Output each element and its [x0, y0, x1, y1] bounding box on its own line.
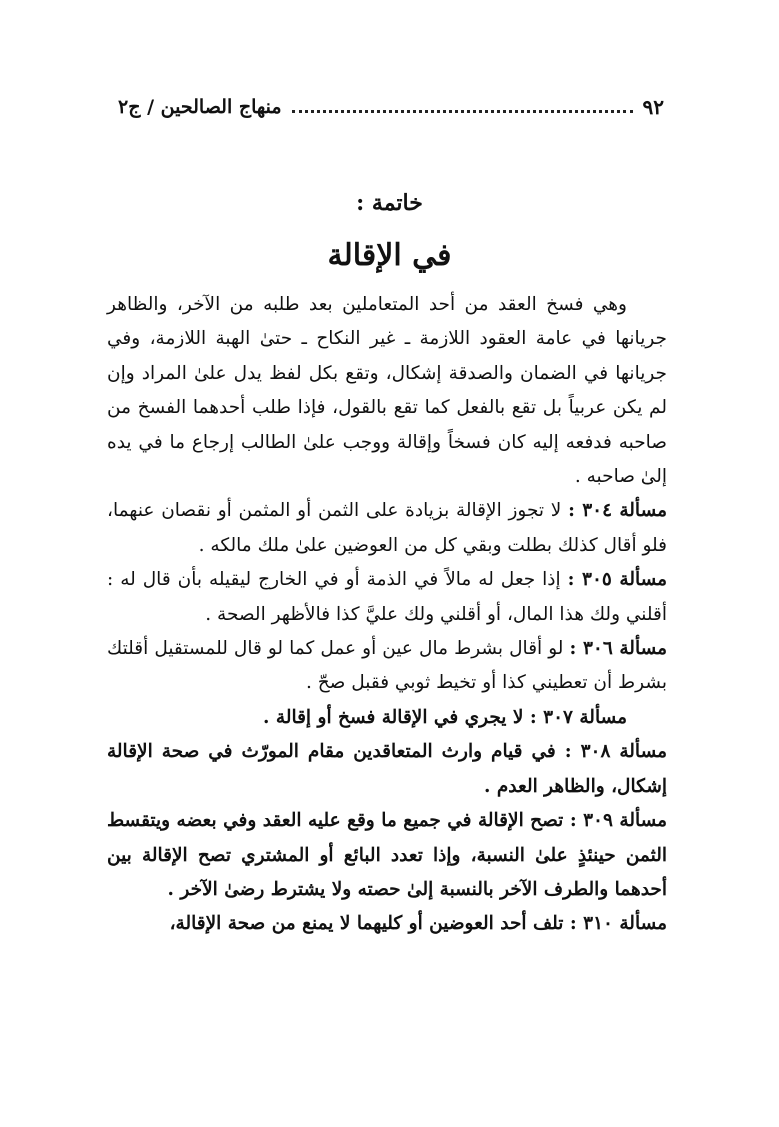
book-title: منهاج الصالحين / ج٢ — [118, 96, 282, 118]
issue-text: لا يجري في الإقالة فسخ أو إقالة . — [263, 706, 524, 728]
section-label: خاتمة : — [356, 190, 423, 216]
issue-label: مسألة ٣٠٩ : — [569, 810, 668, 832]
issue-304 — [107, 494, 667, 563]
issue-text: إذا جعل له مالاً في الذمة أو في الخارج ليقيله بأن قال له : أقلني ولك هذا المال، أو أقلني ولك عليَّ كذا فالأظهر الصحة . — [107, 569, 667, 625]
issue-text: لو أقال بشرط مال عين أو عمل كما لو قال للمستقيل أقلتك بشرط أن تعطيني كذا أو تخيط ثوبي فقبل صحّ . — [107, 638, 667, 694]
issue-label: مسألة ٣٠٧ : — [529, 706, 627, 728]
issue-308 — [107, 735, 667, 804]
issue-text: لا تجوز الإقالة بزيادة على الثمن أو المثمن أو نقصان عنهما، فلو أقال كذلك بطلت وبقي كل من العوضين علىٰ ملك مالكه . — [107, 500, 667, 556]
issue-text: في قيام وارث المتعاقدين مقام المورّث في صحة الإقالة إشكال، والظاهر العدم . — [107, 741, 667, 797]
issue-label: مسألة ٣٠٥ : — [567, 569, 668, 591]
issue-306 — [107, 632, 667, 701]
issue-label: مسألة ٣٠٨ : — [564, 741, 667, 763]
body-text — [107, 288, 667, 942]
issue-307 — [107, 701, 667, 735]
issue-label: مسألة ٣٠٦ : — [569, 638, 667, 660]
running-header — [118, 92, 664, 122]
page-number: ٩٢ — [642, 95, 664, 119]
issue-310 — [107, 907, 667, 941]
section-title: في الإقالة — [327, 238, 452, 273]
issue-text: تصح الإقالة في جميع ما وقع عليه العقد وفي بعضه ويتقسط الثمن حينئذٍ علىٰ النسبة، وإذا تعدد البائع أو المشتري تصح الإقالة بين أحدهما والطرف الآخر بالنسبة إلىٰ حصته ولا يشترط رضىٰ الآخر . — [107, 810, 667, 900]
issue-309 — [107, 804, 667, 907]
issue-label: مسألة ٣١٠ : — [569, 913, 667, 935]
issue-text: تلف أحد العوضين أو كليهما لا يمنع من صحة الإقالة، — [169, 913, 564, 935]
issue-label: مسألة ٣٠٤ : — [568, 500, 667, 522]
intro-paragraph: وهي فسخ العقد من أحد المتعاملين بعد طلبه من الآخر، والظاهر جريانها في عامة العقود اللازمة ـ غير النكاح ـ حتىٰ الهبة اللازمة، وفي جريانها في الضمان والصدقة إشكال، وتقع بكل لفظ يدل علىٰ المراد وإن لم يكن عربياً بل تقع بالفعل كما تقع بالقول، فإذا طلب أحدهما الفسخ من صاحبه فدفعه إليه كان فسخاً وإقالة ووجب علىٰ الطالب إرجاع ما في يده إلىٰ صاحبه . — [107, 294, 667, 488]
issue-305 — [107, 563, 667, 632]
header-dot-leader — [292, 110, 633, 113]
